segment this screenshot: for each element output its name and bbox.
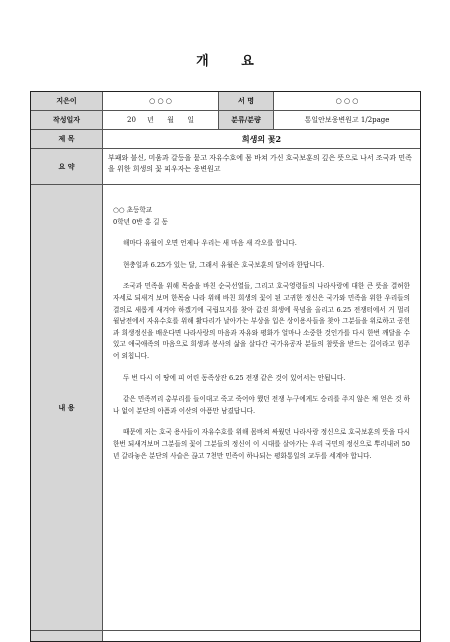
paragraph: 조국과 민족을 위해 목숨을 바친 순국선열들, 그리고 호국영령들의 나라사랑에 대한 큰 뜻을 결허한 자세로 되새겨 보며 한목숨 나라 위해 바친 희생의 꽃이 된 고귀한 정신은 국가와 민족을 위한 우리들의 결의로 새롭게 새겨야 하겠기에 국립묘지를 찾아 값진 희생에 묵념을 올리고 6.25 전쟁터에서 거 멀리 월남전에서 자유수호를 위해 활다리가 날아가는 부상을 입은 상이용사들을 찾아 그분들을 위로하고 공헌과 희생정신을 배운다면 나라사랑의 마음과 자유와 평화가 얼마나 소중한 것인가를 다시 한번 깨달을 수 있고 애국애족의 마음으로 희생과 봉사의 삶을 살다간 국가유공자 분들의 참뜻을 받드는 길이라고 힘주어 외칩니다.	[113, 282, 410, 360]
table-footer-row	[31, 631, 420, 641]
school-line: ○○ 초등학교	[113, 206, 153, 214]
author-label: 지은이	[31, 92, 103, 110]
paragraph: 현충일과 6.25가 있는 달, 그래서 유월은 호국보훈의 달이라 한답니다.	[123, 260, 325, 269]
page-title: 개 요	[196, 54, 268, 69]
footer-value-cell	[103, 631, 420, 641]
body-row	[31, 185, 420, 631]
category-label: 분류/분량	[219, 111, 274, 129]
date-row	[31, 111, 420, 130]
body-label: 내 용	[31, 185, 103, 630]
date-value: 20 년 월 일	[103, 111, 219, 129]
speech-body	[103, 185, 420, 630]
signature-label: 서 명	[219, 92, 274, 110]
subject-value: 희생의 꽃2	[241, 133, 282, 144]
paragraph: 때문에 저는 호국 용사들이 자유수호를 위해 몸바쳐 싸웠던 나라사랑 정신으로 호국보훈의 뜻을 다시 한번 되새겨보며 그분들의 꽃이 그분들의 정신이 이 시대를 살아가는 우리 국민의 정신으로 뿌리내려 50년 갈라놓은 분단의 사슬은 끊고 7천만 민족이 하나되는 평화통일의 교두를 세계야 합니다.	[113, 428, 410, 460]
category-value: 통일안보웅변원고 1/2page	[304, 116, 390, 124]
summary-value: 부패와 불신, 미움과 갈등을 묻고 자유수호에 몸 바쳐 가신 호국보훈의 깊은 뜻으로 나서 조국과 민족을 위한 희생의 꽃 피우자는 웅변원고	[108, 154, 412, 173]
summary-label: 요 약	[31, 149, 103, 184]
signature-value: ○ ○ ○	[335, 97, 359, 105]
outline-table	[30, 91, 421, 642]
paragraph: 두 번 다시 이 땅에 피 어린 동족상잔 6.25 전쟁 같은 것이 있어서는 안됩니다.	[123, 373, 346, 382]
paragraph: 같은 민족끼리 총부리를 들이대고 죽고 죽어야 했던 전쟁 누구에게도 승리를 주지 않은 채 얻은 것 하나 없이 분단의 아픔과 이산의 아픔만 남겼답니다.	[113, 395, 410, 415]
paragraph: 해마다 유월이 오면 언제나 우리는 새 마음 새 각오를 합니다.	[123, 239, 297, 248]
author-row	[31, 92, 420, 111]
author-value: ○ ○ ○	[103, 92, 219, 110]
subject-row	[31, 130, 420, 149]
subject-label: 제 목	[31, 130, 103, 148]
footer-label-cell	[31, 631, 103, 641]
date-label: 작성일자	[31, 111, 103, 129]
summary-row	[31, 149, 420, 185]
student-line: 0학년 0반 홍 길 동	[113, 217, 168, 226]
